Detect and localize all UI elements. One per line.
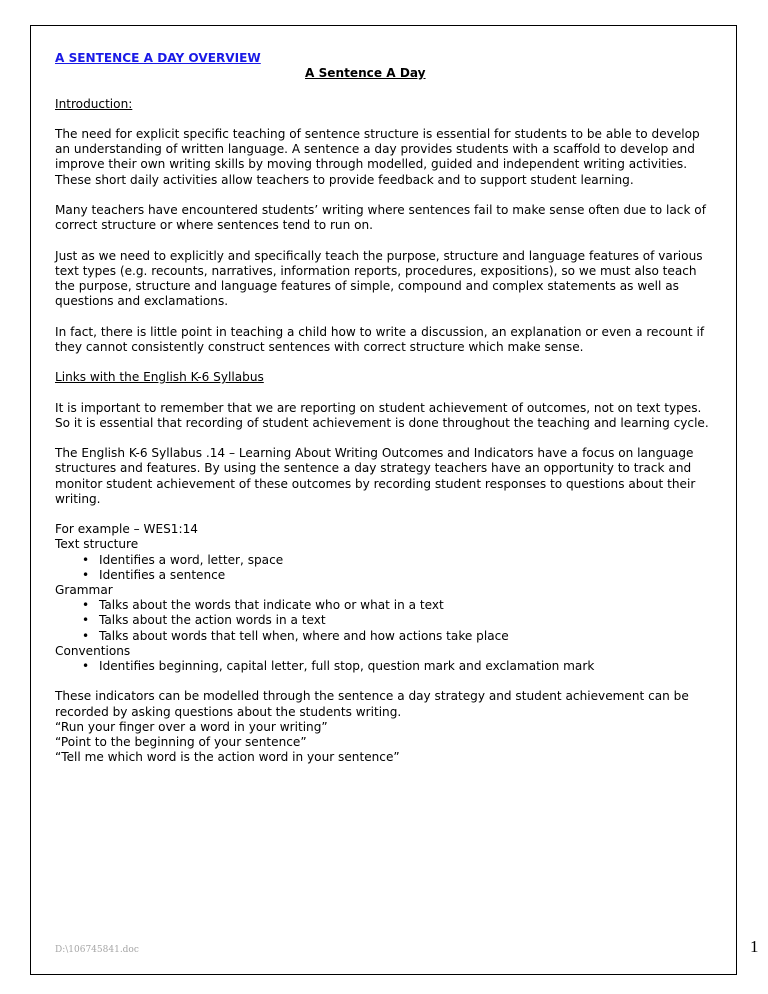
group-label: Grammar (55, 582, 113, 597)
group-label: Text structure (55, 537, 139, 552)
syllabus-paragraph-1: It is important to remember that we are reporting on student achievement of outcomes, not on text types. So it is essential that recording of student achievement is done throughout the teaching and learning cycle. (55, 400, 709, 430)
bullet-list (55, 598, 711, 644)
footer-filename: D:\106745841.doc (55, 945, 139, 955)
list-item: • Talks about the words that indicate who or what in a text (99, 598, 711, 613)
quote-line: “Run your finger over a word in your writing” (55, 719, 328, 734)
intro-paragraph-3: Just as we need to explicitly and specifically teach the purpose, structure and language features of various text types (e.g. recounts, narratives, information reports, procedures, expositions), so we must also teach the purpose, structure and language features of simple, compound and complex statements as well as questions and exclamations. (55, 248, 703, 309)
bullet-list (55, 659, 711, 674)
example-intro: For example – WES1:14 (55, 522, 198, 537)
intro-paragraph-1: The need for explicit specific teaching of sentence structure is essential for students to be able to develop an understanding of written language. A sentence a day provides students with a scaffold to develop and improve their own writing skills by moving through modelled, guided and independent writing activities. These short daily activities allow teachers to provide feedback and to support student learning. (55, 126, 700, 187)
quote-line: “Tell me which word is the action word in your sentence” (55, 750, 400, 765)
list-item: • Identifies a sentence (99, 568, 711, 583)
list-item: • Identifies beginning, capital letter, full stop, question mark and exclamation mark (99, 659, 711, 674)
group-label: Conventions (55, 643, 131, 658)
bullet-list (55, 553, 711, 583)
closing-paragraph: These indicators can be modelled through the sentence a day strategy and student achievement can be recorded by asking questions about the students writing. (55, 689, 689, 719)
overview-link[interactable]: A SENTENCE A DAY OVERVIEW (55, 51, 261, 65)
list-item: • Talks about words that tell when, where and how actions take place (99, 629, 711, 644)
list-item: • Talks about the action words in a text (99, 613, 711, 628)
syllabus-paragraph-2: The English K-6 Syllabus .14 – Learning About Writing Outcomes and Indicators have a focus on language structures and features. By using the sentence a day strategy teachers have an opportunity to track and monitor student achievement of these outcomes by recording student responses to questions about their writing. (55, 446, 696, 506)
introduction-heading: Introduction: (55, 96, 133, 111)
syllabus-heading: Links with the English K-6 Syllabus (55, 370, 264, 385)
document-content (55, 51, 711, 765)
document-page (30, 25, 759, 975)
list-item: • Identifies a word, letter, space (99, 553, 711, 568)
example-section (55, 522, 711, 674)
intro-paragraph-4: In fact, there is little point in teaching a child how to write a discussion, an explanation or even a recount if they cannot consistently construct sentences with correct structure which make sense. (55, 324, 705, 354)
intro-paragraph-2: Many teachers have encountered students’ writing where sentences fail to make sense often due to lack of correct structure or where sentences tend to run on. (55, 202, 706, 233)
quote-line: “Point to the beginning of your sentence” (55, 734, 307, 749)
document-title: A Sentence A Day (305, 66, 426, 81)
page-number: 1 (750, 937, 759, 956)
